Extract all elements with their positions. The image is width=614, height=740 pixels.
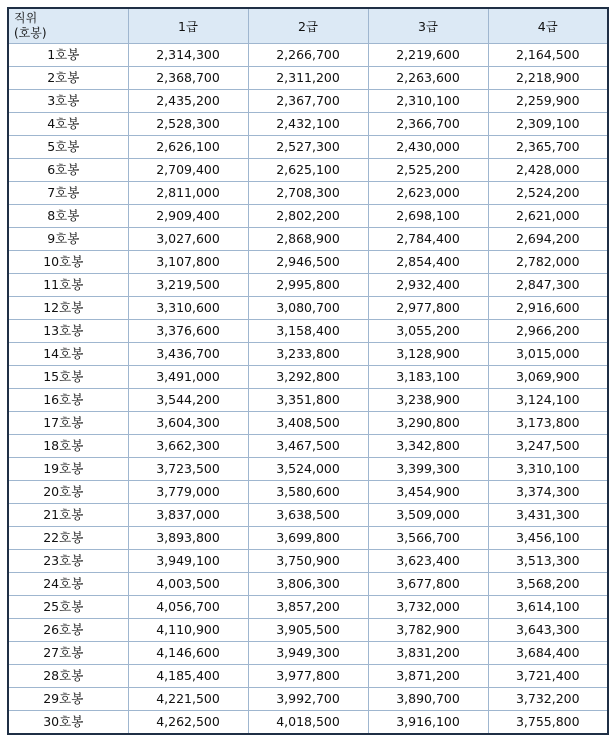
salary-cell-grade-4: 2,259,900 <box>488 90 608 113</box>
salary-cell-grade-1: 2,909,400 <box>128 205 248 228</box>
salary-cell-grade-1: 3,491,000 <box>128 366 248 389</box>
step-label-cell: 10호봉 <box>8 251 128 274</box>
salary-cell-grade-3: 3,454,900 <box>368 481 488 504</box>
salary-cell-grade-2: 3,905,500 <box>248 619 368 642</box>
corner-label-step: (호봉) <box>14 26 47 40</box>
table-row <box>8 228 608 251</box>
salary-cell-grade-4: 3,431,300 <box>488 504 608 527</box>
salary-cell-grade-1: 3,376,600 <box>128 320 248 343</box>
salary-cell-grade-2: 3,949,300 <box>248 642 368 665</box>
salary-cell-grade-2: 3,638,500 <box>248 504 368 527</box>
salary-cell-grade-2: 3,408,500 <box>248 412 368 435</box>
salary-cell-grade-3: 3,055,200 <box>368 320 488 343</box>
step-label-cell: 2호봉 <box>8 67 128 90</box>
salary-cell-grade-1: 3,107,800 <box>128 251 248 274</box>
table-row <box>8 527 608 550</box>
salary-cell-grade-1: 2,435,200 <box>128 90 248 113</box>
table-header <box>8 8 608 44</box>
step-label-cell: 19호봉 <box>8 458 128 481</box>
table-row <box>8 136 608 159</box>
salary-cell-grade-4: 3,310,100 <box>488 458 608 481</box>
table-row <box>8 251 608 274</box>
salary-cell-grade-1: 2,626,100 <box>128 136 248 159</box>
salary-cell-grade-1: 4,146,600 <box>128 642 248 665</box>
salary-cell-grade-1: 3,604,300 <box>128 412 248 435</box>
salary-cell-grade-4: 3,755,800 <box>488 711 608 735</box>
table-row <box>8 343 608 366</box>
step-label-cell: 8호봉 <box>8 205 128 228</box>
salary-cell-grade-4: 3,513,300 <box>488 550 608 573</box>
salary-cell-grade-4: 3,173,800 <box>488 412 608 435</box>
table-row <box>8 159 608 182</box>
corner-header-cell <box>8 8 128 44</box>
salary-cell-grade-1: 3,027,600 <box>128 228 248 251</box>
salary-cell-grade-3: 3,399,300 <box>368 458 488 481</box>
salary-cell-grade-3: 3,623,400 <box>368 550 488 573</box>
salary-cell-grade-3: 3,566,700 <box>368 527 488 550</box>
salary-cell-grade-3: 2,932,400 <box>368 274 488 297</box>
salary-cell-grade-2: 2,432,100 <box>248 113 368 136</box>
salary-cell-grade-2: 4,018,500 <box>248 711 368 735</box>
salary-cell-grade-1: 2,811,000 <box>128 182 248 205</box>
step-label-cell: 26호봉 <box>8 619 128 642</box>
salary-cell-grade-3: 2,977,800 <box>368 297 488 320</box>
step-label-cell: 11호봉 <box>8 274 128 297</box>
salary-cell-grade-2: 2,625,100 <box>248 159 368 182</box>
salary-cell-grade-2: 2,311,200 <box>248 67 368 90</box>
table-row <box>8 435 608 458</box>
salary-cell-grade-2: 2,868,900 <box>248 228 368 251</box>
salary-cell-grade-3: 3,290,800 <box>368 412 488 435</box>
salary-cell-grade-3: 3,732,000 <box>368 596 488 619</box>
salary-cell-grade-1: 4,185,400 <box>128 665 248 688</box>
salary-cell-grade-3: 3,890,700 <box>368 688 488 711</box>
salary-cell-grade-1: 3,949,100 <box>128 550 248 573</box>
salary-cell-grade-2: 2,708,300 <box>248 182 368 205</box>
salary-table-container <box>7 7 607 733</box>
salary-cell-grade-1: 4,003,500 <box>128 573 248 596</box>
salary-cell-grade-2: 3,292,800 <box>248 366 368 389</box>
step-label-cell: 5호봉 <box>8 136 128 159</box>
salary-cell-grade-3: 3,509,000 <box>368 504 488 527</box>
step-label-cell: 9호봉 <box>8 228 128 251</box>
salary-cell-grade-4: 2,428,000 <box>488 159 608 182</box>
salary-cell-grade-4: 2,782,000 <box>488 251 608 274</box>
table-row <box>8 573 608 596</box>
salary-cell-grade-4: 2,847,300 <box>488 274 608 297</box>
salary-cell-grade-4: 3,374,300 <box>488 481 608 504</box>
salary-cell-grade-1: 2,709,400 <box>128 159 248 182</box>
table-row <box>8 297 608 320</box>
salary-cell-grade-3: 2,366,700 <box>368 113 488 136</box>
step-label-cell: 16호봉 <box>8 389 128 412</box>
corner-label-position: 직위 <box>14 11 38 25</box>
step-label-cell: 29호봉 <box>8 688 128 711</box>
step-label-cell: 18호봉 <box>8 435 128 458</box>
salary-cell-grade-3: 2,219,600 <box>368 44 488 67</box>
salary-cell-grade-2: 2,995,800 <box>248 274 368 297</box>
step-label-cell: 30호봉 <box>8 711 128 735</box>
salary-cell-grade-4: 2,164,500 <box>488 44 608 67</box>
salary-cell-grade-1: 3,723,500 <box>128 458 248 481</box>
grade-header-1: 1급 <box>128 8 248 44</box>
table-row <box>8 205 608 228</box>
grade-header-2: 2급 <box>248 8 368 44</box>
salary-cell-grade-4: 3,069,900 <box>488 366 608 389</box>
grade-header-4: 4급 <box>488 8 608 44</box>
salary-cell-grade-2: 3,977,800 <box>248 665 368 688</box>
salary-cell-grade-3: 2,430,000 <box>368 136 488 159</box>
salary-cell-grade-2: 3,992,700 <box>248 688 368 711</box>
step-label-cell: 7호봉 <box>8 182 128 205</box>
table-row <box>8 113 608 136</box>
salary-cell-grade-1: 3,779,000 <box>128 481 248 504</box>
table-row <box>8 67 608 90</box>
salary-cell-grade-4: 2,966,200 <box>488 320 608 343</box>
salary-cell-grade-4: 3,643,300 <box>488 619 608 642</box>
salary-cell-grade-2: 3,233,800 <box>248 343 368 366</box>
salary-cell-grade-1: 3,310,600 <box>128 297 248 320</box>
salary-cell-grade-4: 2,916,600 <box>488 297 608 320</box>
salary-cell-grade-3: 3,238,900 <box>368 389 488 412</box>
salary-cell-grade-3: 3,342,800 <box>368 435 488 458</box>
salary-cell-grade-3: 2,310,100 <box>368 90 488 113</box>
step-label-cell: 24호봉 <box>8 573 128 596</box>
table-row <box>8 481 608 504</box>
salary-cell-grade-1: 2,368,700 <box>128 67 248 90</box>
salary-cell-grade-1: 4,262,500 <box>128 711 248 735</box>
table-row <box>8 90 608 113</box>
salary-cell-grade-3: 2,854,400 <box>368 251 488 274</box>
step-label-cell: 21호봉 <box>8 504 128 527</box>
salary-cell-grade-3: 3,871,200 <box>368 665 488 688</box>
table-row <box>8 44 608 67</box>
salary-cell-grade-4: 3,614,100 <box>488 596 608 619</box>
salary-cell-grade-4: 2,694,200 <box>488 228 608 251</box>
step-label-cell: 1호봉 <box>8 44 128 67</box>
step-label-cell: 23호봉 <box>8 550 128 573</box>
salary-cell-grade-3: 3,128,900 <box>368 343 488 366</box>
salary-cell-grade-3: 3,183,100 <box>368 366 488 389</box>
salary-cell-grade-4: 2,218,900 <box>488 67 608 90</box>
step-label-cell: 17호봉 <box>8 412 128 435</box>
salary-cell-grade-1: 4,110,900 <box>128 619 248 642</box>
salary-cell-grade-1: 3,219,500 <box>128 274 248 297</box>
salary-cell-grade-4: 3,456,100 <box>488 527 608 550</box>
table-row <box>8 596 608 619</box>
salary-cell-grade-3: 2,698,100 <box>368 205 488 228</box>
salary-cell-grade-2: 3,158,400 <box>248 320 368 343</box>
salary-cell-grade-3: 3,831,200 <box>368 642 488 665</box>
table-row <box>8 504 608 527</box>
salary-cell-grade-1: 3,662,300 <box>128 435 248 458</box>
salary-cell-grade-1: 3,837,000 <box>128 504 248 527</box>
step-label-cell: 14호봉 <box>8 343 128 366</box>
table-row <box>8 458 608 481</box>
salary-cell-grade-2: 3,699,800 <box>248 527 368 550</box>
salary-cell-grade-3: 2,263,600 <box>368 67 488 90</box>
salary-cell-grade-4: 3,721,400 <box>488 665 608 688</box>
salary-cell-grade-2: 2,527,300 <box>248 136 368 159</box>
salary-cell-grade-2: 2,266,700 <box>248 44 368 67</box>
salary-cell-grade-2: 3,806,300 <box>248 573 368 596</box>
grade-header-3: 3급 <box>368 8 488 44</box>
salary-cell-grade-1: 3,893,800 <box>128 527 248 550</box>
step-label-cell: 28호봉 <box>8 665 128 688</box>
salary-cell-grade-4: 2,365,700 <box>488 136 608 159</box>
table-row <box>8 711 608 735</box>
table-row <box>8 182 608 205</box>
step-label-cell: 20호봉 <box>8 481 128 504</box>
step-label-cell: 27호봉 <box>8 642 128 665</box>
salary-cell-grade-4: 2,309,100 <box>488 113 608 136</box>
table-row <box>8 320 608 343</box>
salary-cell-grade-2: 2,367,700 <box>248 90 368 113</box>
salary-cell-grade-2: 3,351,800 <box>248 389 368 412</box>
salary-cell-grade-3: 2,623,000 <box>368 182 488 205</box>
salary-cell-grade-1: 4,221,500 <box>128 688 248 711</box>
salary-cell-grade-3: 3,782,900 <box>368 619 488 642</box>
step-label-cell: 6호봉 <box>8 159 128 182</box>
step-label-cell: 22호봉 <box>8 527 128 550</box>
step-label-cell: 25호봉 <box>8 596 128 619</box>
salary-cell-grade-3: 3,916,100 <box>368 711 488 735</box>
table-row <box>8 642 608 665</box>
salary-cell-grade-4: 3,124,100 <box>488 389 608 412</box>
salary-cell-grade-4: 3,015,000 <box>488 343 608 366</box>
table-row <box>8 550 608 573</box>
salary-cell-grade-2: 2,802,200 <box>248 205 368 228</box>
salary-cell-grade-4: 3,247,500 <box>488 435 608 458</box>
salary-cell-grade-1: 2,314,300 <box>128 44 248 67</box>
salary-cell-grade-2: 3,467,500 <box>248 435 368 458</box>
salary-cell-grade-2: 3,857,200 <box>248 596 368 619</box>
step-label-cell: 12호봉 <box>8 297 128 320</box>
salary-cell-grade-1: 2,528,300 <box>128 113 248 136</box>
step-label-cell: 13호봉 <box>8 320 128 343</box>
table-row <box>8 665 608 688</box>
salary-cell-grade-1: 4,056,700 <box>128 596 248 619</box>
salary-cell-grade-4: 3,568,200 <box>488 573 608 596</box>
table-row <box>8 274 608 297</box>
salary-cell-grade-2: 3,524,000 <box>248 458 368 481</box>
step-label-cell: 4호봉 <box>8 113 128 136</box>
table-row <box>8 412 608 435</box>
salary-cell-grade-2: 3,580,600 <box>248 481 368 504</box>
salary-cell-grade-1: 3,436,700 <box>128 343 248 366</box>
salary-cell-grade-3: 2,784,400 <box>368 228 488 251</box>
salary-cell-grade-4: 3,684,400 <box>488 642 608 665</box>
table-row <box>8 366 608 389</box>
table-row <box>8 688 608 711</box>
table-row <box>8 619 608 642</box>
salary-cell-grade-2: 3,080,700 <box>248 297 368 320</box>
salary-table <box>7 7 609 735</box>
salary-cell-grade-1: 3,544,200 <box>128 389 248 412</box>
step-label-cell: 15호봉 <box>8 366 128 389</box>
salary-cell-grade-4: 2,524,200 <box>488 182 608 205</box>
table-row <box>8 389 608 412</box>
salary-cell-grade-2: 2,946,500 <box>248 251 368 274</box>
salary-cell-grade-3: 2,525,200 <box>368 159 488 182</box>
salary-cell-grade-3: 3,677,800 <box>368 573 488 596</box>
step-label-cell: 3호봉 <box>8 90 128 113</box>
salary-cell-grade-4: 2,621,000 <box>488 205 608 228</box>
salary-cell-grade-4: 3,732,200 <box>488 688 608 711</box>
table-body <box>8 44 608 735</box>
salary-cell-grade-2: 3,750,900 <box>248 550 368 573</box>
